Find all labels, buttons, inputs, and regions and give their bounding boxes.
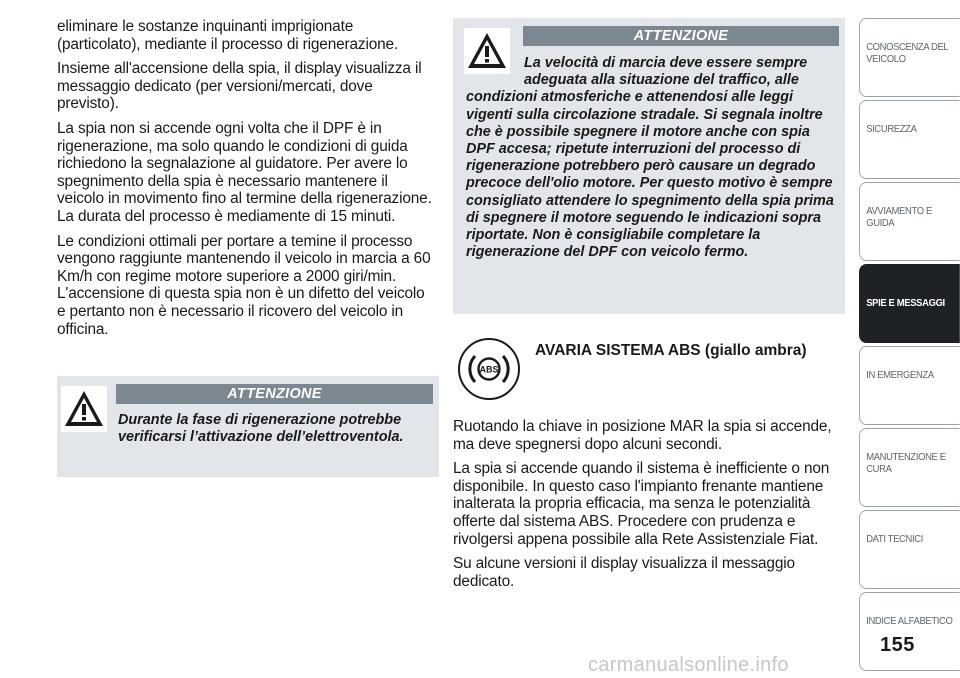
tab-dati-tecnici[interactable]: DATI TECNICI [859,510,960,589]
warning-text: Durante la fase di rigenerazione potrebbe verificarsi l’attivazione dell’elettroventola. [118,412,404,446]
page-number: 155 [880,634,915,656]
warning-box-dpf [453,18,845,314]
warning-box-regeneration [57,376,439,477]
abs-icon-label: ABS [479,364,499,375]
tab-spie-e-messaggi[interactable]: SPIE E MESSAGGI [859,264,960,343]
paragraph: La spia non si accende ogni volta che il DPF è in rigenerazione, ma solo quando le condizioni di guida richiedono la segnalazione al guidatore. Per avere lo spegnimento della spia è necessario mantenere il veicolo in movimento fino al termine della rigenerazione. La durata del processo è mediamente di 15 minuti. [57,119,432,225]
abs-warning-light-icon [458,338,520,400]
paragraph: Le condizioni ottimali per portare a temine il processo vengono raggiunte mantenendo il veicolo in marcia a 60 Km/h con regime motore superiore a 2000 giri/min. L'accensione di questa spia non è un difetto del veicolo e pertanto non è necessario il ricovero del veicolo in officina. [57,232,431,338]
paragraph: Ruotando la chiave in posizione MAR la spia si accende, ma deve spegnersi dopo alcuni secondi. [453,418,832,453]
tab-indice-alfabetico[interactable]: INDICE ALFABETICO [859,592,960,671]
watermark: carmanualsonline.info [588,654,789,676]
section-heading: AVARIA SISTEMA ABS (giallo ambra) [535,342,807,359]
tab-conoscenza-del-veicolo[interactable]: CONOSCENZA DEL VEICOLO [859,18,960,97]
paragraph: eliminare le sostanze inquinanti imprigionate (particolato), mediante il processo di rigenerazione. [57,18,399,53]
paragraph: Su alcune versioni il display visualizza il messaggio dedicato. [453,555,795,590]
chapter-tabs [859,18,960,674]
tab-avviamento-e-guida[interactable]: AVVIAMENTO E GUIDA [859,182,960,261]
warning-text: La velocità di marcia deve essere sempre adeguata alla situazione del traffico, alle condizioni atmosferiche e attenendosi alle leggi vigenti sulla circolazione stradale. Si segnala inoltre che è possibile spegnere il motore anche con spia DPF accesa; ripetute interruzioni del processo di rigenerazione potrebbero però causare un degrado precoce dell'olio motore. Per questo motivo è sempre consigliato attendere lo spegnimento della spia prima di spegnere il motore seguendo le indicazioni sopra riportate. Non è consigliabile completare la rigenerazione del DPF con veicolo fermo. [466,55,834,261]
tab-sicurezza[interactable]: SICUREZZA [859,100,960,179]
paragraph: Insieme all'accensione della spia, il display visualizza il messaggio dedicato (per versioni/mercati, dove previsto). [57,60,422,113]
warning-header: ATTENZIONE [116,384,433,404]
left-column [57,18,435,345]
warning-header: ATTENZIONE [523,26,839,46]
abs-body [453,418,845,597]
paragraph: La spia si accende quando il sistema è inefficiente o non disponibile. In questo caso l'impianto frenante mantiene inalterata la propria efficacia, ma senza le potenzialità offerte dal sistema ABS. Procedere con prudenza e rivolgersi appena possibile alla Rete Assistenziale Fiat. [453,460,830,548]
tab-manutenzione-e-cura[interactable]: MANUTENZIONE E CURA [859,428,960,507]
tab-in-emergenza[interactable]: IN EMERGENZA [859,346,960,425]
